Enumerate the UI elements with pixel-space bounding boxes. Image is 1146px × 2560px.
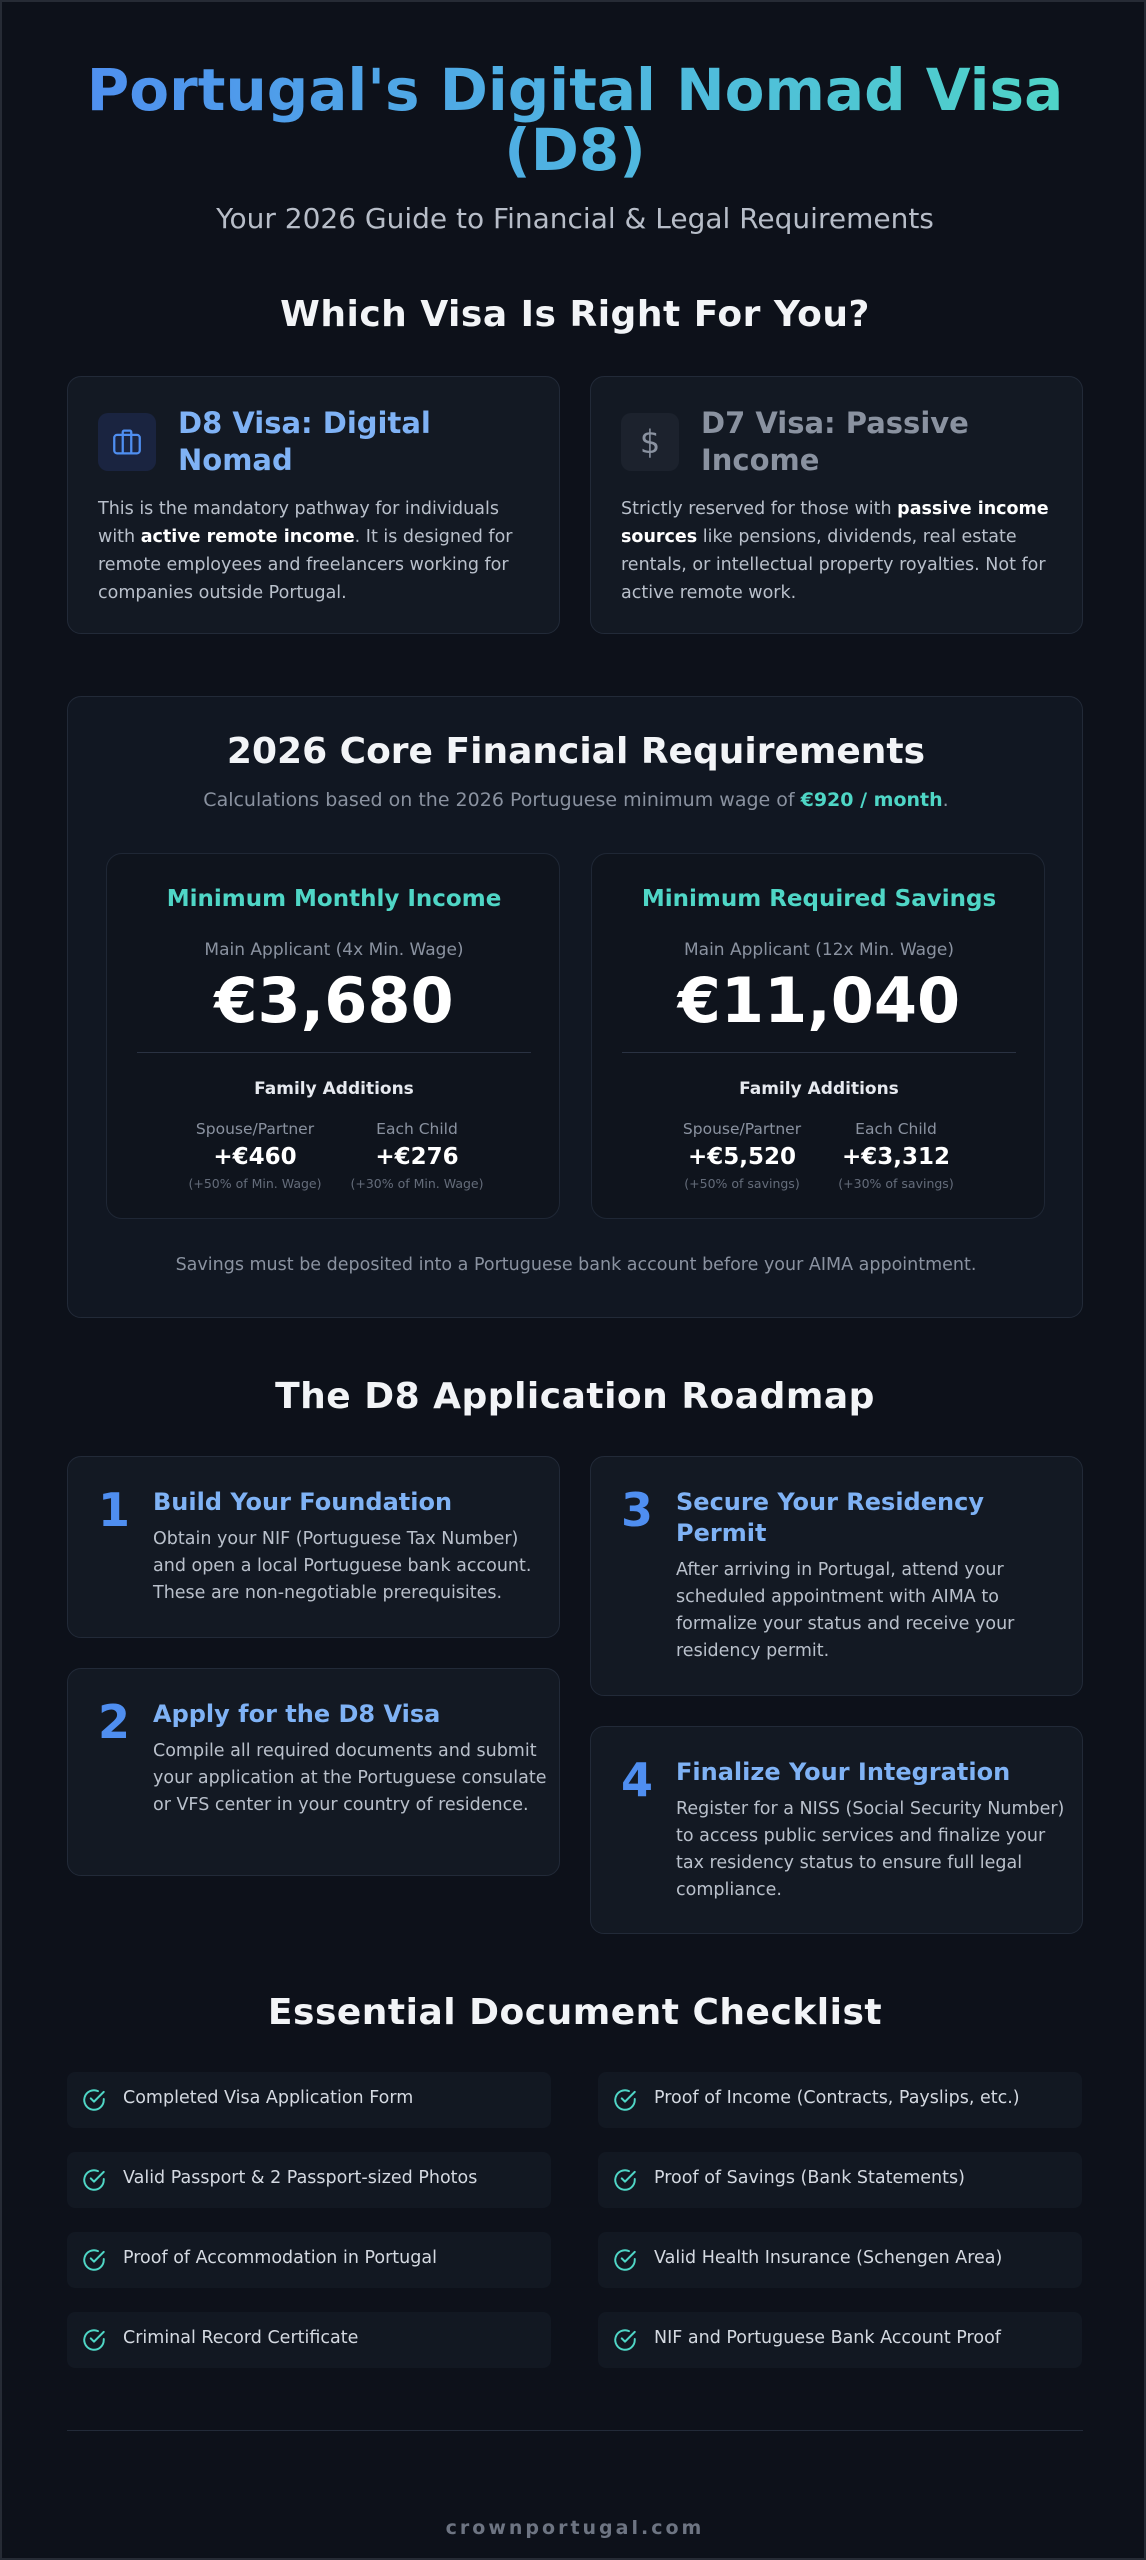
step-title: Apply for the D8 Visa (153, 1700, 441, 1728)
d7-visa-card (590, 376, 1083, 634)
savings-spouse-label: Spouse/Partner (682, 1120, 802, 1138)
check-circle-icon (612, 2327, 638, 2353)
check-circle-icon (81, 2247, 107, 2273)
step-number: 2 (98, 1695, 131, 1749)
income-main-label: Main Applicant (4x Min. Wage) (204, 940, 464, 960)
roadmap-step-3 (590, 1456, 1083, 1696)
step-description: Obtain your NIF (Portuguese Tax Number) and open a local Portuguese bank account. These are non-negotiable prerequisites. (153, 1529, 532, 1603)
checklist-item (67, 2232, 551, 2288)
income-spouse-note: (+50% of Min. Wage) (188, 1176, 322, 1191)
checklist-title: Essential Document Checklist (267, 1992, 883, 2033)
checklist-item-label: Proof of Income (Contracts, Payslips, etc.) (654, 2088, 1020, 2108)
income-spouse-amount: +€460 (213, 1144, 297, 1170)
checklist-item (598, 2312, 1082, 2368)
checklist-item-label: Completed Visa Application Form (123, 2088, 414, 2108)
financial-requirements-panel (67, 696, 1083, 1318)
step-title: Finalize Your Integration (676, 1758, 1011, 1786)
d8-visa-title: D8 Visa: Digital Nomad (178, 406, 431, 477)
check-circle-icon (612, 2247, 638, 2273)
savings-family-title: Family Additions (739, 1079, 899, 1099)
savings-spouse-note: (+50% of savings) (684, 1176, 800, 1191)
income-spouse-label: Spouse/Partner (195, 1120, 315, 1138)
step-description: Register for a NISS (Social Security Number) to access public services and finalize your tax residency status to ensure full legal compliance. (676, 1799, 1065, 1900)
roadmap-step-1 (67, 1456, 560, 1638)
dollar-icon: $ (621, 413, 679, 471)
minimum-savings-card (591, 853, 1045, 1219)
checklist-item-label: Proof of Savings (Bank Statements) (654, 2168, 965, 2188)
financial-title: 2026 Core Financial Requirements (226, 731, 926, 772)
savings-child-label: Each Child (855, 1120, 937, 1138)
roadmap-step-4 (590, 1726, 1083, 1934)
checklist-item (598, 2232, 1082, 2288)
savings-child-amount: +€3,312 (841, 1144, 951, 1170)
income-main-amount: €3,680 (214, 964, 454, 1037)
checklist-item (67, 2072, 551, 2128)
d7-visa-description: Strictly reserved for those with passive income sources like pensions, dividends, real estate rentals, or intellectual property royalties. Not for active remote work. (621, 499, 1049, 603)
step-description: After arriving in Portugal, attend your scheduled appointment with AIMA to formalize your status and receive your residency permit. (676, 1560, 1015, 1661)
checklist-item-label: NIF and Portuguese Bank Account Proof (654, 2328, 1001, 2348)
step-title: Secure Your Residency Permit (676, 1488, 984, 1547)
visa-section-title: Which Visa Is Right For You? (280, 294, 870, 335)
minimum-income-card (106, 853, 560, 1219)
income-heading: Minimum Monthly Income (166, 886, 502, 912)
savings-divider (622, 1052, 1016, 1053)
checklist-item (598, 2152, 1082, 2208)
savings-main-amount: €11,040 (677, 964, 961, 1037)
d7-visa-title: D7 Visa: Passive Income (701, 406, 969, 477)
savings-spouse-amount: +€5,520 (687, 1144, 797, 1170)
savings-main-label: Main Applicant (12x Min. Wage) (684, 940, 954, 960)
financial-footnote: Savings must be deposited into a Portuguese bank account before your AIMA appointment. (175, 1255, 977, 1275)
step-number: 1 (98, 1483, 131, 1537)
d8-visa-card (67, 376, 560, 634)
savings-child-addition (816, 1120, 976, 1191)
check-circle-icon (81, 2167, 107, 2193)
income-child-label: Each Child (376, 1120, 458, 1138)
briefcase-icon (98, 413, 156, 471)
d8-visa-description: This is the mandatory pathway for individuals with active remote income. It is designed for remote employees and freelancers working for companies outside Portugal. (98, 499, 513, 603)
step-number: 4 (621, 1753, 654, 1807)
savings-child-note: (+30% of savings) (838, 1176, 954, 1191)
step-number: 3 (621, 1483, 654, 1537)
checklist-item (598, 2072, 1082, 2128)
footer-site-link[interactable]: crownportugal.com (445, 2517, 705, 2539)
checklist-item-label: Valid Passport & 2 Passport-sized Photos (123, 2168, 478, 2188)
checklist-item-label: Proof of Accommodation in Portugal (123, 2248, 437, 2268)
checklist-item (67, 2152, 551, 2208)
check-circle-icon (81, 2327, 107, 2353)
check-circle-icon (612, 2087, 638, 2113)
income-divider (137, 1052, 531, 1053)
financial-subtitle: Calculations based on the 2026 Portuguese minimum wage of €920 / month. (203, 789, 949, 811)
check-circle-icon (612, 2167, 638, 2193)
roadmap-title: The D8 Application Roadmap (275, 1376, 875, 1417)
checklist-item-label: Valid Health Insurance (Schengen Area) (654, 2248, 1003, 2268)
income-spouse-addition (175, 1120, 335, 1191)
roadmap-step-2 (67, 1668, 560, 1876)
step-description: Compile all required documents and submit your application at the Portuguese consulate or VFS center in your country of residence. (153, 1741, 547, 1815)
step-title: Build Your Foundation (153, 1488, 453, 1516)
check-circle-icon (81, 2087, 107, 2113)
page-title: Portugal's Digital Nomad Visa (D8) (62, 60, 1088, 180)
income-child-amount: +€276 (375, 1144, 459, 1170)
savings-spouse-addition (662, 1120, 822, 1191)
savings-heading: Minimum Required Savings (641, 886, 997, 912)
checklist-item-label: Criminal Record Certificate (123, 2328, 359, 2348)
footer-divider (67, 2430, 1083, 2431)
income-child-note: (+30% of Min. Wage) (350, 1176, 484, 1191)
income-family-title: Family Additions (254, 1079, 414, 1099)
income-child-addition (337, 1120, 497, 1191)
checklist-item (67, 2312, 551, 2368)
page-subtitle: Your 2026 Guide to Financial & Legal Requirements (216, 202, 934, 235)
